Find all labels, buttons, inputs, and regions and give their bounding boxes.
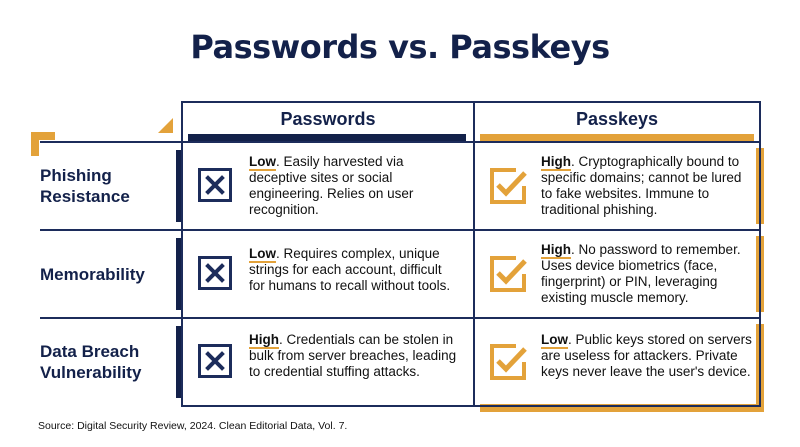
row-label-memorability: Memorability [40,264,145,284]
x-box-icon [198,256,232,290]
table-bottom-border [181,405,761,407]
table-top-border [181,101,761,103]
passkeys-cell-data-breach [541,332,753,380]
source-note: Source: Digital Security Review, 2024. Clean Editorial Data, Vol. 7. [38,420,348,432]
header-passwords-bar [188,134,466,141]
header-passkeys: Passkeys [575,109,659,129]
page-title: Passwords vs. Passkeys [190,28,610,66]
cell-description: . Requires complex, unique strings for each account, difficult for humans to recall without tools. [249,246,451,293]
passwords-cell-memorability [249,246,461,294]
table-column-divider [473,101,475,407]
level-label: High [541,154,571,169]
cell-description: . Easily harvested via deceptive sites or social engineering. Relies on user recognition. [249,154,414,217]
checkmark-icon [488,254,528,294]
row-label-accent [176,150,181,222]
checkmark-icon [488,342,528,382]
level-label: High [541,242,571,257]
cell-description: . No password to remember. Uses device biometrics (face, fingerprint) or PIN, leveraging existing muscle memory. [541,242,741,305]
row-label-accent [176,326,181,398]
cell-description: . Credentials can be stolen in bulk from server breaches, leading to credential stuffing attacks. [249,332,457,379]
table-right-border [759,101,761,407]
x-box-icon [198,344,232,378]
passwords-cell-phishing [249,154,459,218]
passwords-cell-data-breach [249,332,461,380]
table-left-border [181,101,183,407]
decorative-triangle [158,118,173,133]
header-passkeys-bar [480,134,754,141]
level-label: Low [249,246,276,261]
passkeys-cell-phishing [541,154,753,218]
level-label: High [249,332,279,347]
x-box-icon [198,168,232,202]
row-label-data-breach: Data Breach Vulnerability [40,342,142,382]
checkmark-icon [488,166,528,206]
passkeys-cell-memorability [541,242,753,306]
row-label-accent [176,238,181,310]
level-label: Low [541,332,568,347]
cell-description: . Cryptographically bound to specific domains; cannot be lured to fake websites. Immune to traditional phishing. [541,154,742,217]
header-passwords: Passwords [280,109,376,129]
cell-description: . Public keys stored on servers are useless for attackers. Private keys never leave the user's device. [541,332,752,379]
row-label-phishing: Phishing Resistance [40,166,130,206]
level-label: Low [249,154,276,169]
